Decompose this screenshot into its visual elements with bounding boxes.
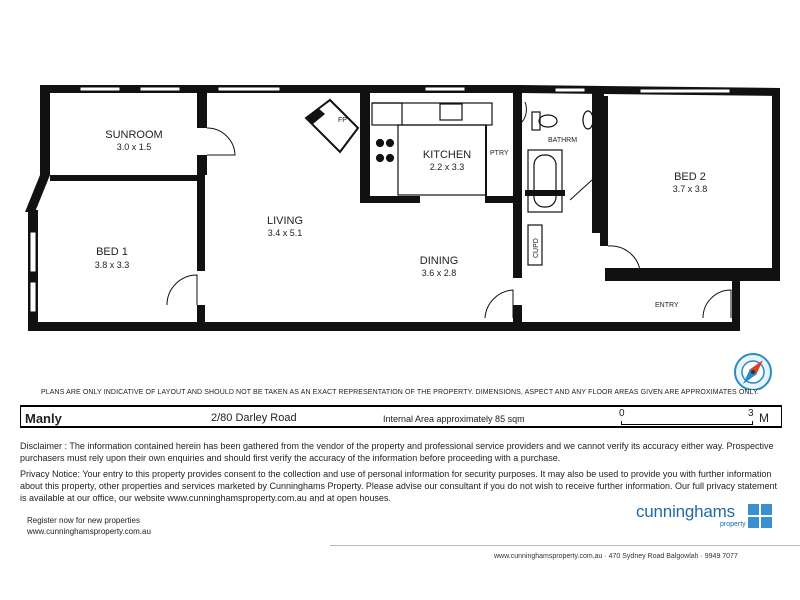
room-kitchen-name: KITCHEN [422,149,472,161]
doors [167,102,731,318]
cunninghams-logo [636,502,746,528]
room-bed2-name: BED 2 [674,171,706,183]
internal-area: Internal Area approximately 85 sqm [383,414,525,424]
disclaimer-block [20,440,780,508]
fireplace-label: FP [338,117,347,124]
entry-label: ENTRY [655,302,679,309]
room-sunroom-dims: 3.0 x 1.5 [116,142,152,152]
room-bed1-dims: 3.8 x 3.3 [94,260,130,270]
property-info-bar [20,405,782,428]
pantry-label: PTRY [490,150,509,157]
room-dining-dims: 3.6 x 2.8 [421,268,457,278]
register-url[interactable]: www.cunninghamsproperty.com.au [27,527,151,536]
privacy-notice: Privacy Notice: Your entry to this property provides consent to the collection and use of personal information for security purposes. It may also be used to provide you with further information about this property, other properties and services marketed by Cunninghams Property. Please advise our consultant if you do not wish to receive further information. Our full privacy statement is available at our office, our website www.cunninghamsproperty.com.au and at open houses. [20,469,778,503]
room-kitchen-dims: 2.2 x 3.3 [429,162,465,172]
footer-contact: www.cunninghamsproperty.com.au · 470 Sydney Road Balgowlah · 9949 7077 [494,553,738,560]
disclaimer-text: Disclaimer : The information contained herein has been gathered from the vendor of the property and professional service providers and we cannot verify its accuracy either way. Prospective purchasers must rely upon their own enquiries and should first verify the accuracy of the information before proceeding with a purchase. [20,441,774,463]
logo-name: cunninghams [636,502,735,521]
room-bed1-name: BED 1 [96,246,128,258]
compass-icon [735,354,771,390]
room-living-name: LIVING [266,215,304,227]
scale-bar [621,421,753,425]
address: 2/80 Darley Road [211,412,297,424]
cupboard-label: CUPD [533,238,540,258]
room-living-dims: 3.4 x 5.1 [267,228,303,238]
register-block [27,515,151,537]
scale-unit: M [759,411,769,425]
logo-squares-icon [748,504,772,528]
logo-sub: property [720,521,746,528]
plan-disclaimer-note: PLANS ARE ONLY INDICATIVE OF LAYOUT AND SHOULD NOT BE TAKEN AS AN EXACT REPRESENTATION OF THE PROPERTY. DIMENSIONS, ASPECT AND ANY FLOOR AREAS GIVEN ARE APPROXIMATES ONLY. [41,389,759,396]
register-text: Register now for new properties [27,516,140,525]
room-sunroom-name: SUNROOM [105,129,163,141]
bathroom-label: BATHRM [548,137,578,144]
room-dining-name: DINING [419,255,459,267]
room-bed2-dims: 3.7 x 3.8 [672,184,708,194]
fireplace [306,100,358,152]
footer-divider [330,545,800,546]
scale-end: 3 [748,408,754,419]
scale-start: 0 [619,408,625,419]
suburb: Manly [25,411,62,426]
